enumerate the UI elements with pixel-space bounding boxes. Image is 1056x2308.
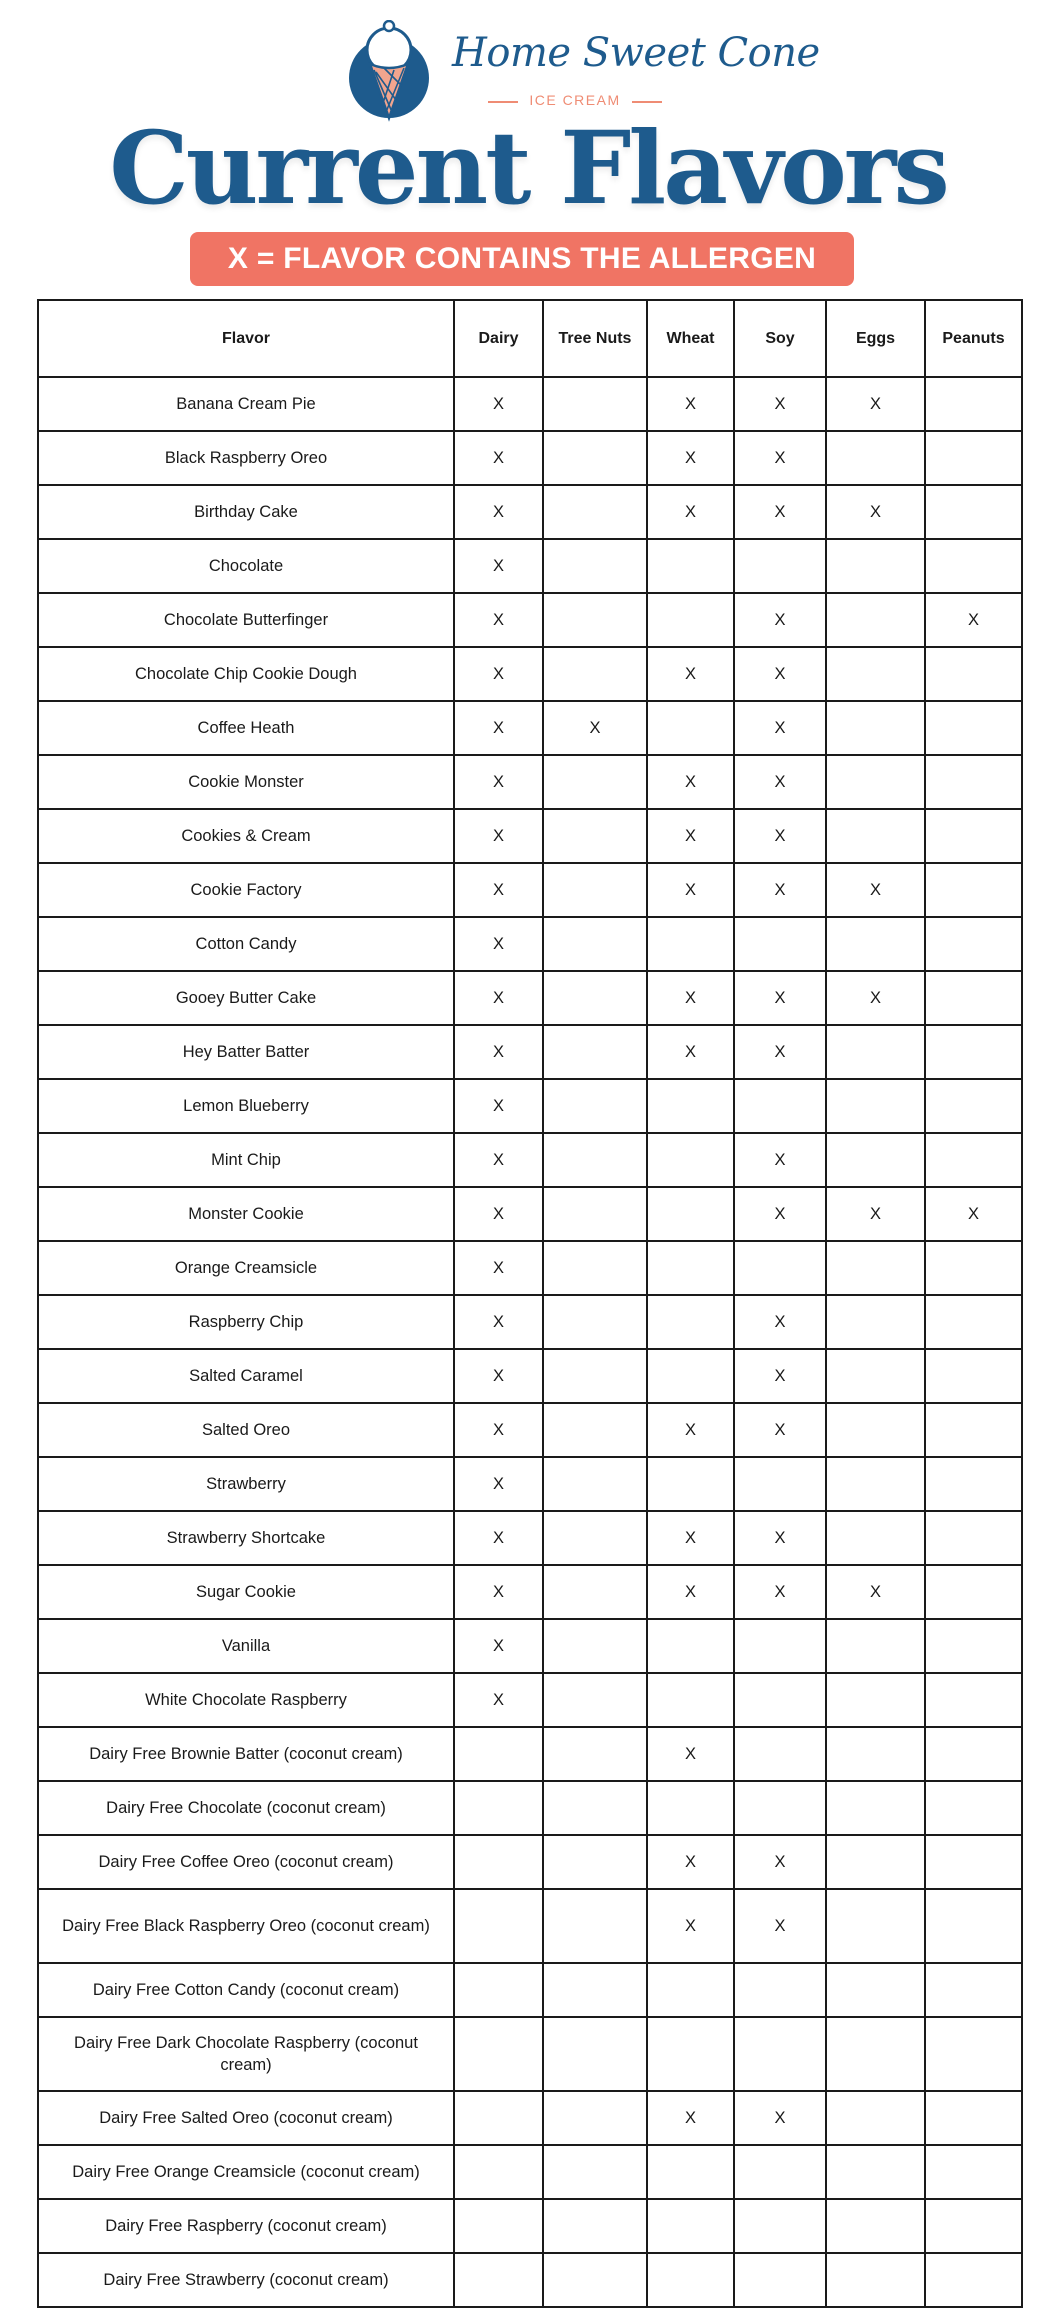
wheat-mark [647,593,734,647]
eggs-mark [826,1727,925,1781]
soy-mark: X [734,647,826,701]
tree-nuts-mark [543,1619,647,1673]
dairy-mark [454,1727,543,1781]
soy-mark: X [734,431,826,485]
eggs-mark [826,539,925,593]
eggs-mark [826,2145,925,2199]
dairy-mark: X [454,863,543,917]
peanuts-mark [925,2091,1022,2145]
tree-nuts-mark [543,2199,647,2253]
wheat-mark: X [647,647,734,701]
table-row [38,1889,1022,1963]
peanuts-mark [925,647,1022,701]
tree-nuts-mark [543,1565,647,1619]
wheat-mark [647,1349,734,1403]
table-row [38,1963,1022,2017]
peanuts-mark [925,1673,1022,1727]
peanuts-mark: X [925,593,1022,647]
flavor-name: Sugar Cookie [38,1565,454,1619]
flavor-name: Strawberry Shortcake [38,1511,454,1565]
table-row [38,1835,1022,1889]
soy-mark [734,1079,826,1133]
peanuts-mark [925,1963,1022,2017]
legend-banner: X = FLAVOR CONTAINS THE ALLERGEN [190,232,854,286]
eggs-mark [826,1963,925,2017]
wheat-mark [647,1241,734,1295]
flavor-name: Dairy Free Coffee Oreo (coconut cream) [38,1835,454,1889]
peanuts-mark [925,1457,1022,1511]
dairy-mark: X [454,485,543,539]
wheat-mark [647,1781,734,1835]
peanuts-mark [925,1133,1022,1187]
flavor-name: Dairy Free Dark Chocolate Raspberry (coconut cream) [38,2017,454,2091]
header-wheat: Wheat [647,300,734,377]
flavor-name: Salted Oreo [38,1403,454,1457]
wheat-mark: X [647,485,734,539]
table-header-row [38,300,1022,377]
flavor-name: Cookies & Cream [38,809,454,863]
tree-nuts-mark [543,485,647,539]
table-row [38,2253,1022,2307]
peanuts-mark [925,1619,1022,1673]
flavor-name: Birthday Cake [38,485,454,539]
soy-mark: X [734,1565,826,1619]
tree-nuts-mark [543,1079,647,1133]
soy-mark [734,1673,826,1727]
dairy-mark: X [454,1619,543,1673]
flavor-name: Hey Batter Batter [38,1025,454,1079]
peanuts-mark [925,755,1022,809]
tree-nuts-mark [543,863,647,917]
table-row [38,1673,1022,1727]
flavor-name: Chocolate Chip Cookie Dough [38,647,454,701]
header-soy: Soy [734,300,826,377]
peanuts-mark [925,1403,1022,1457]
peanuts-mark [925,1241,1022,1295]
tree-nuts-mark [543,1403,647,1457]
flavor-name: Dairy Free Cotton Candy (coconut cream) [38,1963,454,2017]
dairy-mark: X [454,539,543,593]
soy-mark [734,1241,826,1295]
soy-mark [734,2253,826,2307]
peanuts-mark [925,2145,1022,2199]
eggs-mark [826,809,925,863]
tree-nuts-mark [543,1241,647,1295]
table-row [38,647,1022,701]
wheat-mark [647,1457,734,1511]
eggs-mark [826,2253,925,2307]
table-row [38,2199,1022,2253]
dairy-mark: X [454,1673,543,1727]
dairy-mark [454,1835,543,1889]
table-row [38,485,1022,539]
eggs-mark: X [826,1565,925,1619]
peanuts-mark [925,863,1022,917]
flavor-name: Cotton Candy [38,917,454,971]
tree-nuts-mark [543,1133,647,1187]
tree-nuts-mark [543,1673,647,1727]
tree-nuts-mark [543,1187,647,1241]
tree-nuts-mark [543,917,647,971]
peanuts-mark [925,1511,1022,1565]
eggs-mark: X [826,971,925,1025]
table-row [38,1079,1022,1133]
eggs-mark [826,1835,925,1889]
table-row [38,2017,1022,2091]
soy-mark [734,2199,826,2253]
table-row [38,431,1022,485]
table-row [38,593,1022,647]
eggs-mark [826,1079,925,1133]
header-eggs: Eggs [826,300,925,377]
dairy-mark: X [454,431,543,485]
flavor-name: Gooey Butter Cake [38,971,454,1025]
dairy-mark: X [454,1187,543,1241]
brand-name: Home Sweet Cone [452,30,820,76]
tree-nuts-mark [543,1349,647,1403]
peanuts-mark [925,431,1022,485]
peanuts-mark [925,1565,1022,1619]
flavor-name: Dairy Free Salted Oreo (coconut cream) [38,2091,454,2145]
soy-mark: X [734,377,826,431]
wheat-mark: X [647,1025,734,1079]
table-row [38,2091,1022,2145]
dairy-mark: X [454,647,543,701]
tree-nuts-mark [543,1457,647,1511]
dairy-mark: X [454,1241,543,1295]
dairy-mark: X [454,593,543,647]
tree-nuts-mark [543,1963,647,2017]
dairy-mark [454,1963,543,2017]
page-title: Current Flavors [109,109,947,227]
wheat-mark: X [647,755,734,809]
flavor-name: Strawberry [38,1457,454,1511]
soy-mark [734,1619,826,1673]
tree-nuts-mark [543,2145,647,2199]
wheat-mark: X [647,1403,734,1457]
flavor-name: Cookie Monster [38,755,454,809]
eggs-mark: X [826,377,925,431]
table-row [38,971,1022,1025]
table-row [38,809,1022,863]
wheat-mark [647,1079,734,1133]
table-row [38,1133,1022,1187]
brand-tagline: ICE CREAM [488,92,662,108]
eggs-mark [826,431,925,485]
soy-mark: X [734,1349,826,1403]
table-row [38,1565,1022,1619]
wheat-mark [647,1963,734,2017]
flavor-name: Salted Caramel [38,1349,454,1403]
header-dairy: Dairy [454,300,543,377]
peanuts-mark [925,2017,1022,2091]
soy-mark [734,2145,826,2199]
tree-nuts-mark [543,971,647,1025]
eggs-mark [826,2199,925,2253]
flavor-name: Chocolate [38,539,454,593]
tree-nuts-mark [543,593,647,647]
header-tree-nuts: Tree Nuts [543,300,647,377]
eggs-mark [826,1295,925,1349]
dairy-mark [454,2017,543,2091]
flavor-name: Lemon Blueberry [38,1079,454,1133]
flavor-name: White Chocolate Raspberry [38,1673,454,1727]
peanuts-mark [925,971,1022,1025]
flavor-name: Dairy Free Orange Creamsicle (coconut cream) [38,2145,454,2199]
tree-nuts-mark [543,647,647,701]
wheat-mark: X [647,2091,734,2145]
soy-mark: X [734,971,826,1025]
peanuts-mark [925,1727,1022,1781]
peanuts-mark [925,1781,1022,1835]
soy-mark: X [734,1025,826,1079]
tree-nuts-mark [543,2017,647,2091]
tree-nuts-mark [543,755,647,809]
soy-mark: X [734,863,826,917]
eggs-mark [826,1133,925,1187]
dairy-mark: X [454,701,543,755]
eggs-mark [826,647,925,701]
allergen-table [37,299,1023,2308]
soy-mark: X [734,1403,826,1457]
wheat-mark: X [647,1727,734,1781]
dairy-mark: X [454,1079,543,1133]
wheat-mark [647,1295,734,1349]
eggs-mark: X [826,485,925,539]
soy-mark [734,1457,826,1511]
dairy-mark: X [454,971,543,1025]
flavor-name: Dairy Free Chocolate (coconut cream) [38,1781,454,1835]
flavor-name: Black Raspberry Oreo [38,431,454,485]
page-header [0,0,1056,290]
table-row [38,917,1022,971]
eggs-mark [826,1619,925,1673]
wheat-mark: X [647,1835,734,1889]
tree-nuts-mark [543,2253,647,2307]
peanuts-mark [925,917,1022,971]
soy-mark: X [734,593,826,647]
soy-mark [734,917,826,971]
eggs-mark [826,1349,925,1403]
dairy-mark [454,2091,543,2145]
dairy-mark: X [454,1349,543,1403]
flavor-name: Monster Cookie [38,1187,454,1241]
tree-nuts-mark [543,377,647,431]
wheat-mark [647,2017,734,2091]
table-row [38,1187,1022,1241]
table-row [38,1025,1022,1079]
table-row [38,377,1022,431]
eggs-mark [826,1025,925,1079]
peanuts-mark [925,539,1022,593]
soy-mark: X [734,755,826,809]
flavor-name: Orange Creamsicle [38,1241,454,1295]
eggs-mark [826,1457,925,1511]
soy-mark [734,539,826,593]
tree-nuts-mark [543,809,647,863]
wheat-mark [647,2199,734,2253]
dairy-mark: X [454,1511,543,1565]
flavor-name: Coffee Heath [38,701,454,755]
eggs-mark: X [826,863,925,917]
peanuts-mark [925,2199,1022,2253]
peanuts-mark [925,377,1022,431]
soy-mark: X [734,809,826,863]
eggs-mark [826,1673,925,1727]
dairy-mark: X [454,1403,543,1457]
table-row [38,2145,1022,2199]
soy-mark: X [734,1133,826,1187]
eggs-mark [826,2091,925,2145]
eggs-mark [826,1403,925,1457]
peanuts-mark [925,1025,1022,1079]
wheat-mark: X [647,809,734,863]
flavor-name: Cookie Factory [38,863,454,917]
soy-mark [734,1963,826,2017]
table-row [38,863,1022,917]
soy-mark: X [734,1187,826,1241]
table-body [38,377,1022,2307]
tree-nuts-mark [543,1511,647,1565]
dairy-mark [454,2145,543,2199]
peanuts-mark [925,1295,1022,1349]
soy-mark: X [734,485,826,539]
table-row [38,1349,1022,1403]
soy-mark: X [734,701,826,755]
eggs-mark: X [826,1187,925,1241]
header-peanuts: Peanuts [925,300,1022,377]
table-row [38,1619,1022,1673]
peanuts-mark [925,1349,1022,1403]
soy-mark [734,1781,826,1835]
tree-nuts-mark [543,1889,647,1963]
eggs-mark [826,917,925,971]
table-row [38,1241,1022,1295]
wheat-mark: X [647,1889,734,1963]
dairy-mark: X [454,755,543,809]
flavor-name: Raspberry Chip [38,1295,454,1349]
soy-mark [734,2017,826,2091]
eggs-mark [826,593,925,647]
eggs-mark [826,1511,925,1565]
dairy-mark: X [454,1133,543,1187]
dairy-mark [454,2253,543,2307]
table-row [38,701,1022,755]
dairy-mark: X [454,1295,543,1349]
wheat-mark [647,539,734,593]
tree-nuts-mark [543,431,647,485]
table-row [38,1403,1022,1457]
peanuts-mark: X [925,1187,1022,1241]
flavor-name: Dairy Free Raspberry (coconut cream) [38,2199,454,2253]
table-row [38,1511,1022,1565]
tree-nuts-mark [543,1727,647,1781]
tree-nuts-mark [543,1295,647,1349]
soy-mark: X [734,1295,826,1349]
soy-mark: X [734,1511,826,1565]
header-flavor: Flavor [38,300,454,377]
dairy-mark: X [454,377,543,431]
peanuts-mark [925,2253,1022,2307]
peanuts-mark [925,701,1022,755]
tree-nuts-mark [543,1835,647,1889]
table-row [38,1295,1022,1349]
table-row [38,1781,1022,1835]
peanuts-mark [925,485,1022,539]
wheat-mark [647,1619,734,1673]
ice-cream-cone-icon [348,20,430,122]
table-row [38,755,1022,809]
tree-nuts-mark [543,1025,647,1079]
wheat-mark [647,1187,734,1241]
wheat-mark: X [647,1511,734,1565]
wheat-mark: X [647,1565,734,1619]
tree-nuts-mark [543,539,647,593]
dairy-mark: X [454,809,543,863]
soy-mark: X [734,1835,826,1889]
wheat-mark [647,2145,734,2199]
tree-nuts-mark [543,2091,647,2145]
wheat-mark [647,2253,734,2307]
wheat-mark: X [647,971,734,1025]
flavor-name: Vanilla [38,1619,454,1673]
eggs-mark [826,755,925,809]
flavor-name: Chocolate Butterfinger [38,593,454,647]
eggs-mark [826,1889,925,1963]
wheat-mark [647,701,734,755]
table-row [38,1457,1022,1511]
wheat-mark: X [647,863,734,917]
peanuts-mark [925,809,1022,863]
wheat-mark [647,1673,734,1727]
soy-mark: X [734,1889,826,1963]
table-row [38,1727,1022,1781]
tree-nuts-mark: X [543,701,647,755]
flavor-name: Mint Chip [38,1133,454,1187]
soy-mark [734,1727,826,1781]
flavor-name: Dairy Free Black Raspberry Oreo (coconut cream) [38,1889,454,1963]
wheat-mark [647,917,734,971]
eggs-mark [826,1241,925,1295]
dairy-mark: X [454,1457,543,1511]
peanuts-mark [925,1835,1022,1889]
dairy-mark [454,1781,543,1835]
soy-mark: X [734,2091,826,2145]
wheat-mark: X [647,431,734,485]
flavor-name: Dairy Free Strawberry (coconut cream) [38,2253,454,2307]
dairy-mark [454,1889,543,1963]
tree-nuts-mark [543,1781,647,1835]
dairy-mark [454,2199,543,2253]
wheat-mark: X [647,377,734,431]
eggs-mark [826,2017,925,2091]
peanuts-mark [925,1889,1022,1963]
peanuts-mark [925,1079,1022,1133]
flavor-name: Dairy Free Brownie Batter (coconut cream) [38,1727,454,1781]
flavor-name: Banana Cream Pie [38,377,454,431]
eggs-mark [826,701,925,755]
wheat-mark [647,1133,734,1187]
dairy-mark: X [454,1565,543,1619]
eggs-mark [826,1781,925,1835]
table-row [38,539,1022,593]
dairy-mark: X [454,1025,543,1079]
dairy-mark: X [454,917,543,971]
